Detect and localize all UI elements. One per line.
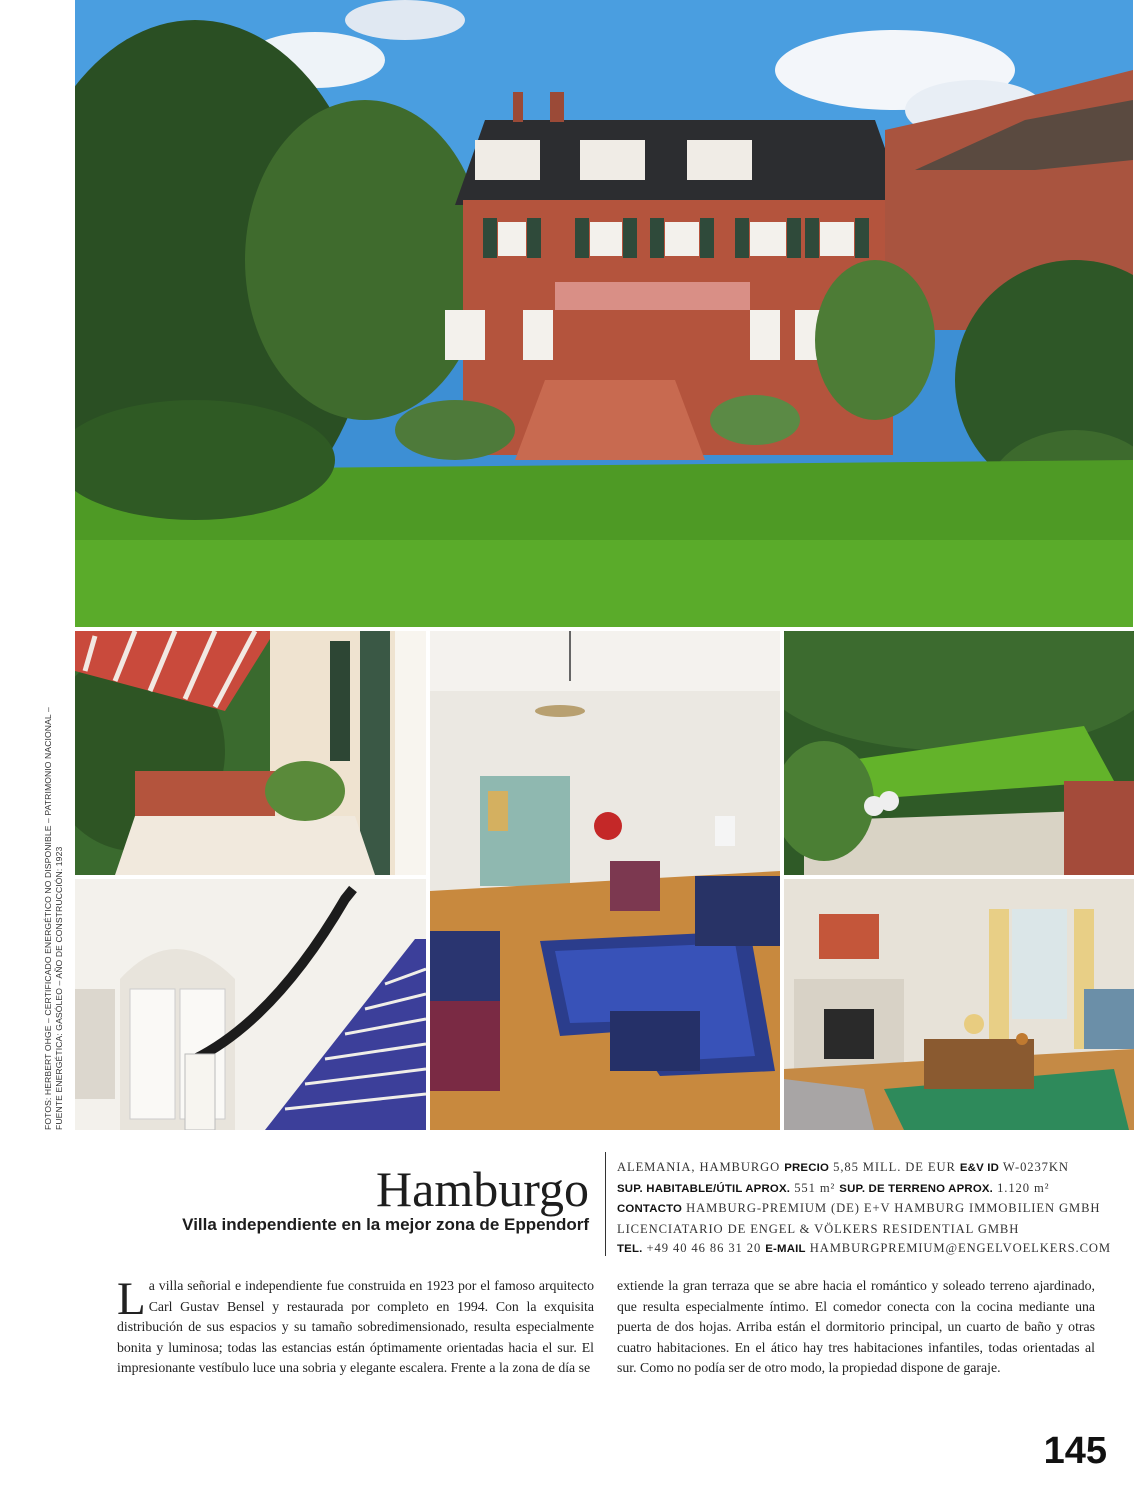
details-line-2 [617,1179,1107,1200]
contact-line-2: LICENCIATARIO DE ENGEL & VÖLKERS RESIDENTIAL GMBH [617,1221,1020,1236]
details-line-4 [617,1220,1107,1240]
email-address[interactable]: HAMBURGPREMIUM@ENGELVOELKERS.COM [809,1241,1111,1255]
fireplace-lounge-photo [784,879,1134,1130]
telephone[interactable]: +49 40 46 86 31 20 [646,1241,762,1255]
body-text-1: a villa señorial e independiente fue construida en 1923 por el famoso arquitecto Carl Gustav Bensel y restaurada por completo en 1994. Con la exquisita distribución de sus espacios y su tamaño sobredimensionado, resulta especialmente bonita y luminosa; todas las estancias están óptimamente orientadas hacia el sur. El impresionante vestíbulo luce una sobria y elegante escalera. Frente a la zona de día se [117,1278,594,1375]
page-title: Hamburgo [376,1161,589,1217]
details-line-3 [617,1199,1107,1220]
email-label: E-MAIL [765,1243,806,1255]
details-line-1 [617,1158,1107,1179]
living-room-photo [430,631,780,1130]
credit-line-2: FUENTE ENERGÉTICA: GASÓLEO – AÑO DE CONSTRUCCIÓN: 1923 [54,846,64,1130]
location: ALEMANIA, HAMBURGO [617,1160,781,1174]
plot-area-label: SUP. DE TERRENO APROX. [839,1182,994,1195]
page-number: 145 [1043,1430,1107,1472]
drop-cap: L [117,1273,146,1325]
page-subtitle: Villa independiente en la mejor zona de Eppendorf [182,1215,589,1234]
staircase-photo [75,879,426,1130]
garden-photo [784,631,1134,875]
body-column-1 [117,1273,594,1379]
listing-id: W-0237KN [1002,1160,1069,1174]
main-villa-photo [75,0,1133,627]
tel-label: TEL. [617,1243,643,1255]
photo-credit [43,707,83,1130]
listing-details [617,1158,1111,1260]
contact-label: CONTACTO [617,1203,683,1215]
details-line-5 [617,1239,1111,1260]
living-area-label: SUP. HABITABLE/ÚTIL APROX. [617,1182,791,1195]
credit-line-1: FOTOS: HERBERT OHGE – CERTIFICADO ENERGÉTICO NO DISPONIBLE – PATRIMONIO NACIONAL – [43,707,53,1130]
contact-line-1: HAMBURG-PREMIUM (DE) E+V HAMBURG IMMOBILIEN GMBH [686,1201,1101,1215]
terrace-photo [75,631,426,875]
body-text-2: extiende la gran terraza que se abre hacia el romántico y soleado terreno ajardinado, que resulta especialmente íntimo. El comedor conecta con la cocina mediante una puerta de dos hojas. Arriba están el dormitorio principal, un cuarto de baño y otras cuatro habitaciones. En el ático hay tres habitaciones infantiles, todas orientadas al sur. Como no podía ser de otro modo, la propiedad dispone de garaje. [617,1278,1095,1375]
living-area: 551 m² [794,1180,836,1195]
price: 5,85 MILL. DE EUR [833,1160,956,1174]
vertical-divider [605,1152,606,1256]
body-column-2 [617,1276,1095,1379]
id-label: E&V ID [959,1162,1000,1174]
plot-area: 1.120 m² [997,1180,1050,1195]
price-label: PRECIO [784,1162,830,1174]
